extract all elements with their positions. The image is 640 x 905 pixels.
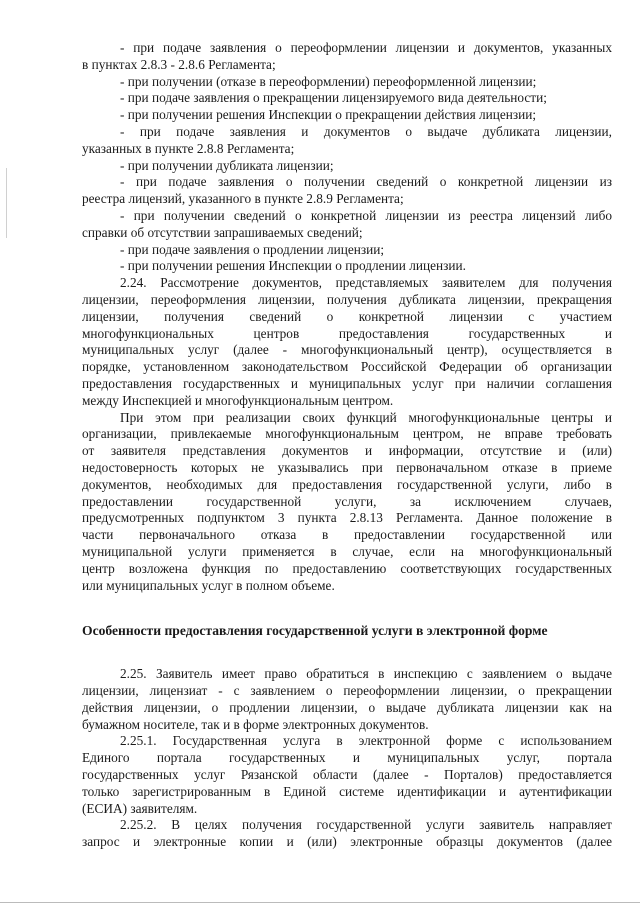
text-line: - при получении решения Инспекции о продлении лицензии. (120, 258, 466, 274)
text-line: справки об отсутствии запрашиваемых сведений; (82, 224, 363, 240)
paragraph (82, 40, 612, 74)
text-line: - при подаче заявления о продлении лицензии; (120, 241, 385, 257)
text-line: или муниципальных услуг в полном объеме. (82, 577, 335, 593)
text-line: 2.25.2. В целях получения государственной услуги заявитель направляет (120, 817, 612, 833)
text-line: действия лицензии, о продлении лицензии, о выдаче дубликата лицензии как на (82, 699, 612, 715)
text-line: центр возложена функция по предоставлению соответствующих государственных (82, 560, 612, 576)
text-line: 2.25. Заявитель имеет право обратиться в инспекцию с заявлением о выдаче (120, 666, 612, 682)
text-line: муниципальной услуги применяется в случае, если на многофункциональный (82, 543, 612, 559)
text-line: - при подаче заявления о переоформлении лицензии и документов, указанных (120, 40, 612, 55)
text-line: реестра лицензий, указанного в пункте 2.8.9 Регламента; (82, 191, 404, 207)
paragraph (82, 275, 612, 409)
text-line: 2.25.1. Государственная услуга в электронной форме с использованием (120, 733, 612, 749)
text-line: предоставлении государственной услуги, за исключением случаев, (82, 493, 612, 509)
text-line: запрос и электронные копии и (или) электронные образцы документов (далее (82, 834, 612, 850)
paragraph (82, 817, 612, 851)
text-line: части первоначального отказа в предоставлении государственной или (82, 527, 612, 543)
regulation-text-part-1 (82, 40, 612, 594)
paragraph (82, 174, 612, 208)
text-line: - при получении решения Инспекции о прекращении действия лицензии; (120, 107, 537, 123)
text-line: между Инспекцией и многофункциональным центром. (82, 392, 394, 408)
margin-mark (6, 168, 7, 238)
text-line: - при получении дубликата лицензии; (120, 157, 334, 173)
text-line: государственных услуг Рязанской области (далее - Порталов) предоставляется (82, 767, 612, 783)
paragraph (82, 258, 612, 275)
paragraph (82, 666, 612, 733)
text-line: При этом при реализации своих функций многофункциональные центры и (120, 409, 612, 425)
text-line: лицензии, получения сведений о конкретной лицензии с участием (82, 308, 612, 324)
text-line: организации, привлекаемые многофункциональным центром, не вправе требовать (82, 426, 612, 442)
text-line: лицензии, переоформления лицензии, получения дубликата лицензии, прекращения (82, 291, 612, 307)
paragraph (82, 410, 612, 595)
paragraph (82, 733, 612, 817)
text-line: Единого портала государственных и муниципальных услуг, портала (82, 750, 612, 766)
text-line: указанных в пункте 2.8.8 Регламента; (82, 140, 295, 156)
paragraph (82, 124, 612, 158)
text-line: - при подаче заявления и документов о выдаче дубликата лицензии, (120, 123, 612, 139)
paragraph (82, 74, 612, 91)
text-line: предусмотренных подпунктом 3 пункта 2.8.13 Регламента. Данное положение в (82, 510, 612, 526)
paragraph (82, 107, 612, 124)
paragraph (82, 90, 612, 107)
text-line: муниципальных услуг (далее - многофункциональный центр), осуществляется в (82, 342, 612, 358)
text-line: лицензии, лицензиат - с заявлением о переоформлении лицензии, о прекращении (82, 683, 612, 699)
paragraph (82, 242, 612, 259)
text-line: 2.24. Рассмотрение документов, представляемых заявителем для получения (120, 275, 612, 291)
text-line: порядке, установленном законодательством Российской Федерации об организации (82, 359, 612, 375)
text-line: - при получении (отказе в переоформлении) переоформленной лицензии; (120, 73, 537, 89)
paragraph (82, 208, 612, 242)
text-line: - при получении сведений о конкретной лицензии из реестра лицензий либо (120, 207, 612, 223)
text-line: от заявителя представления документов и информации, отсутствие и (или) (82, 443, 612, 459)
footer-rule (0, 902, 640, 903)
text-line: многофункциональных центров предоставления государственных и (82, 325, 612, 341)
text-line: бумажном носителе, так и в форме электронных документов. (82, 716, 429, 732)
regulation-text-part-2 (82, 666, 612, 851)
text-line: предоставления государственных и муниципальных услуг при наличии соглашения (82, 375, 612, 391)
text-line: - при подаче заявления о получении сведений о конкретной лицензии из (120, 174, 612, 190)
section-heading: Особенности предоставления государственной услуги в электронной форме (82, 623, 548, 639)
text-line: недостоверность которых не указывались при первоначальном отказе в приеме (82, 459, 612, 475)
text-line: (ЕСИА) заявителям. (82, 800, 198, 816)
text-line: документов, необходимых для предоставления государственной услуги, либо в (82, 476, 612, 492)
text-line: только зарегистрированным в Единой системе идентификации и аутентификации (82, 783, 612, 799)
text-line: - при подаче заявления о прекращении лицензируемого вида деятельности; (120, 90, 547, 106)
paragraph (82, 158, 612, 175)
text-line: в пунктах 2.8.3 - 2.8.6 Регламента; (82, 56, 276, 72)
